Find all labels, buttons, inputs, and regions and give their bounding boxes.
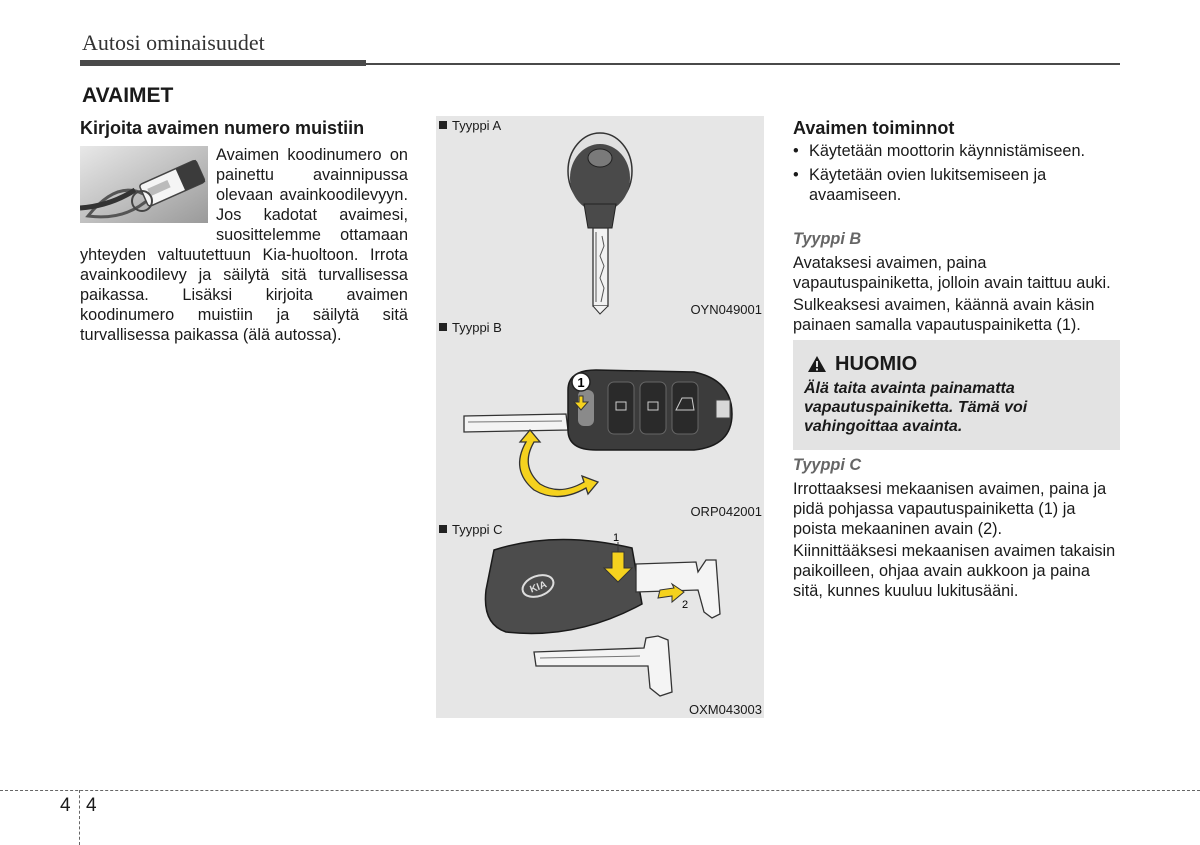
- figure-label: Tyyppi A: [439, 118, 501, 133]
- list-item: • Käytetään ovien lukitsemiseen ja avaamiseen.: [793, 166, 1047, 204]
- figure-code: OXM043003: [689, 702, 762, 717]
- running-header: Autosi ominaisuudet: [82, 30, 265, 55]
- left-body: [80, 145, 408, 345]
- type-c-paragraph-1: Irrottaaksesi mekaanisen avaimen, paina ja pidä pohjassa vapautuspainiketta (1) ja poista mekaaninen avain (2).: [793, 480, 1107, 538]
- header-rule-thin: [366, 63, 1120, 65]
- warning-icon: [807, 355, 827, 373]
- footer-divider: [79, 790, 80, 845]
- left-heading: Kirjoita avaimen numero muistiin: [80, 118, 365, 138]
- key-type-a-illustration: [436, 116, 764, 318]
- figure-type-c: [436, 520, 764, 718]
- page-number: 4: [86, 795, 97, 816]
- section-title: AVAIMET: [82, 84, 174, 107]
- function-list: [793, 141, 1121, 209]
- list-item: • Käytetään moottorin käynnistämiseen.: [793, 142, 1086, 160]
- figure-type-a: [436, 116, 764, 318]
- callout-1: 1: [612, 532, 620, 544]
- svg-text:KIA: KIA: [528, 579, 549, 596]
- key-type-c-illustration: [436, 520, 764, 718]
- caution-text: Älä taita avainta painamatta vapautuspainiketta. Tämä voi vahingoittaa avainta.: [804, 380, 1028, 435]
- key-type-b-illustration: [436, 318, 764, 520]
- figure-label: Tyyppi B: [439, 320, 502, 335]
- figure-type-b: [436, 318, 764, 520]
- figure-code: ORP042001: [690, 504, 762, 519]
- type-c-heading: Tyyppi C: [793, 456, 862, 474]
- header-rule-thick: [80, 60, 366, 66]
- type-b-heading: Tyyppi B: [793, 230, 862, 248]
- footer-rule: [0, 790, 1200, 791]
- callout-1: 1: [577, 375, 585, 390]
- left-body-text: Avaimen koodinumero on painettu avainnipussa olevaan avainkoodilevyyn. Jos kadotat avaimesi, suosittelemme ottamaan yhteyden valtuutettuun Kia-huoltoon. Irrota avainkoodilevy ja säilytä sitä turvallisessa paikassa. Lisäksi kirjoita avaimen koodinumero muistiin ja säilytä sitä turvallisessa paikassa (älä autossa).: [80, 146, 408, 344]
- type-b-paragraph-1: Avataksesi avaimen, paina vapautuspainiketta, jolloin avain taittuu auki.: [793, 254, 1111, 292]
- type-b-paragraph-2: Sulkeaksesi avaimen, käännä avain käsin painaen samalla vapautuspainiketta (1).: [793, 296, 1095, 334]
- chapter-number: 4: [60, 795, 71, 816]
- caution-title: HUOMIO: [807, 353, 917, 376]
- figure-code: OYN049001: [690, 302, 762, 317]
- caution-box: [793, 340, 1120, 450]
- callout-2: 2: [682, 599, 689, 611]
- figure-label: Tyyppi C: [439, 522, 503, 537]
- type-c-paragraph-2: Kiinnittääksesi mekaanisen avaimen takaisin paikoilleen, ohjaa avain aukkoon ja paina sitä, kunnes kuuluu lukitusääni.: [793, 542, 1116, 600]
- right-heading: Avaimen toiminnot: [793, 118, 955, 138]
- photo-spacer: [80, 145, 216, 239]
